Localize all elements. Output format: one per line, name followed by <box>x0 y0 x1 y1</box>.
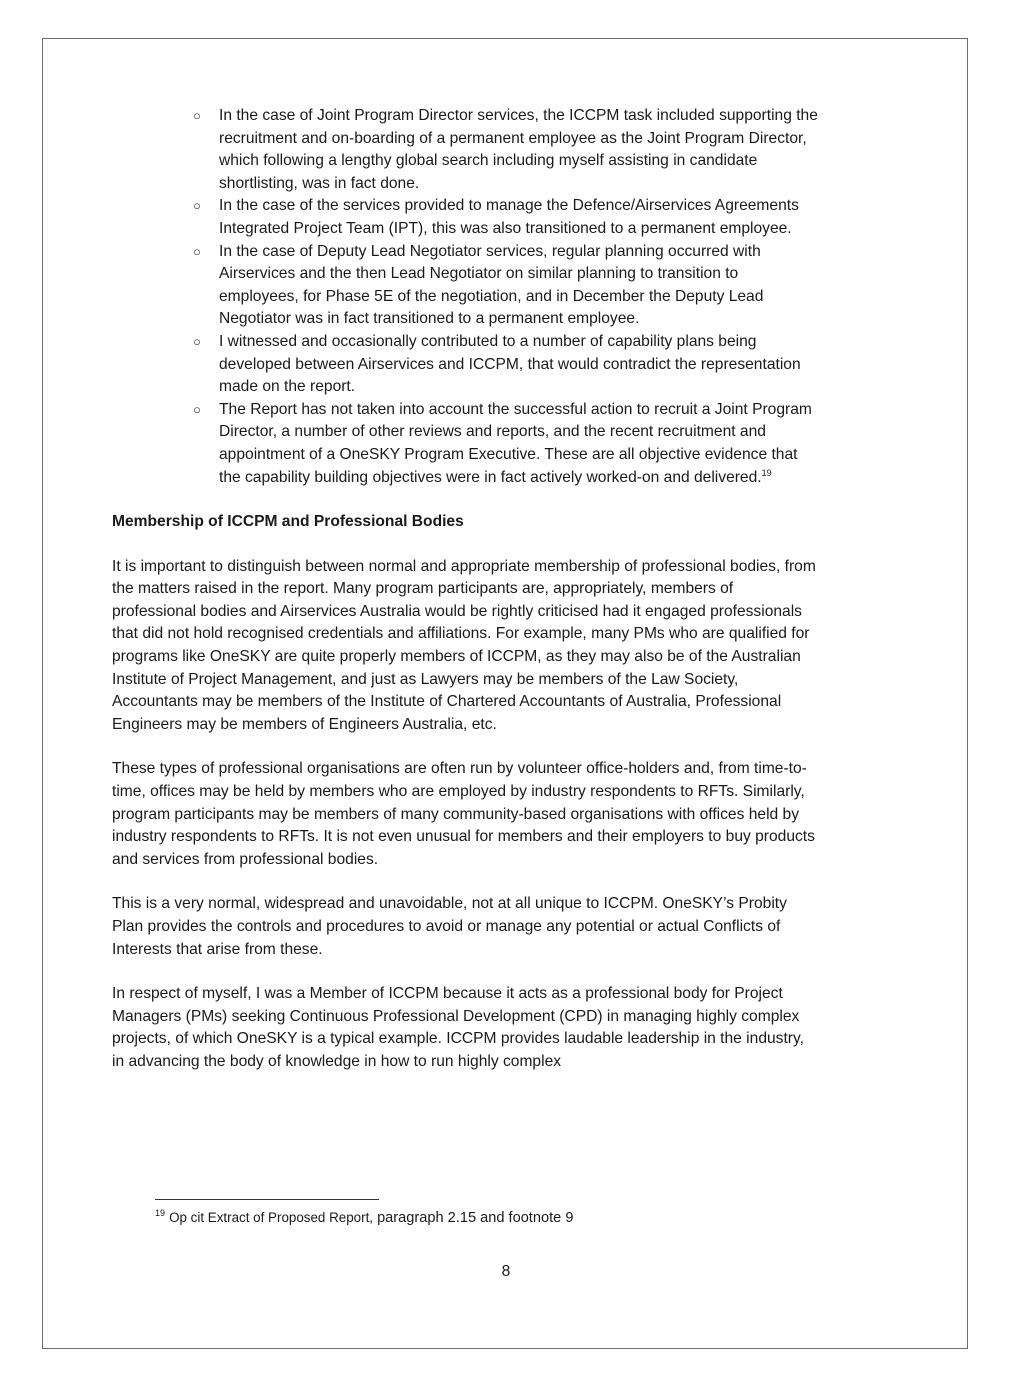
hollow-circle-bullet-icon: ○ <box>193 401 201 417</box>
footnote <box>155 1208 855 1228</box>
list-item <box>193 241 818 331</box>
body-paragraph: In respect of myself, I was a Member of ICCPM because it acts as a professional body for Project Managers (PMs) seeking Continuous Professional Development (CPD) in managing highly complex projects, of which OneSKY is a typical example. ICCPM provides laudable leadership in the industry, in advancing the body of knowledge in how to run highly complex <box>112 985 804 1070</box>
document-body <box>112 105 818 1074</box>
list-item <box>193 331 818 399</box>
bullet-text: In the case of the services provided to manage the Defence/Airservices Agreements Integrated Project Team (IPT), this was also transitioned to a permanent employee. <box>219 197 799 237</box>
bullet-text: The Report has not taken into account the successful action to recruit a Joint Program Director, a number of other reviews and reports, and the recent recruitment and appointment of a OneSKY Program Executive. These are all objective evidence that the capability building objectives were in fact actively worked-on and delivered. <box>219 400 812 486</box>
list-item <box>193 105 818 195</box>
body-paragraph: This is a very normal, widespread and unavoidable, not at all unique to ICCPM. OneSKY’s Probity Plan provides the controls and procedures to avoid or manage any potential or actual Conflicts of Interests that arise from these. <box>112 895 787 958</box>
bullet-text: In the case of Joint Program Director services, the ICCPM task included supporting the recruitment and on-boarding of a permanent employee as the Joint Program Director, which following a lengthy global search including myself assisting in candidate shortlisting, was in fact done. <box>219 107 818 192</box>
body-paragraph: It is important to distinguish between normal and appropriate membership of professional bodies, from the matters raised in the report. Many program participants are, appropriately, members of professional bodies and Airservices Australia would be rightly criticised had it engaged professionals that did not hold recognised credentials and affiliations. For example, many PMs who are qualified for programs like OneSKY are quite properly members of ICCPM, as they may also be of the Australian Institute of Project Management, and just as Lawyers may be members of the Law Society, Accountants may be members of the Institute of Chartered Accountants of Australia, Professional Engineers may be members of Engineers Australia, etc. <box>112 557 816 733</box>
hollow-circle-bullet-icon: ○ <box>193 243 201 259</box>
bullet-list <box>112 105 818 489</box>
hollow-circle-bullet-icon: ○ <box>193 198 201 214</box>
footnote-text-prefix: Op cit Extract of Proposed Report, <box>169 1210 374 1225</box>
bullet-text: In the case of Deputy Lead Negotiator services, regular planning occurred with Airservices and the then Lead Negotiator on similar planning to transition to employees, for Phase 5E of the negotiation, and in December the Deputy Lead Negotiator was in fact transitioned to a permanent employee. <box>219 242 764 328</box>
list-item <box>193 195 818 240</box>
footnote-reference: 19 <box>761 467 772 478</box>
section-heading: Membership of ICCPM and Professional Bodies <box>112 513 464 531</box>
footnote-text-suffix: paragraph 2.15 and footnote 9 <box>373 1210 574 1226</box>
bullet-text: I witnessed and occasionally contributed to a number of capability plans being developed between Airservices and ICCPM, that would contradict the representation made on the report. <box>219 332 801 396</box>
hollow-circle-bullet-icon: ○ <box>193 108 201 123</box>
hollow-circle-bullet-icon: ○ <box>193 333 201 349</box>
footnote-number: 19 <box>155 1208 166 1218</box>
footnote-separator <box>155 1199 379 1200</box>
body-paragraph: These types of professional organisations are often run by volunteer office-holders and, from time-to-time, offices may be held by members who are employed by industry respondents to RFTs. Similarly, program participants may be members of many community-based organisations with offices held by industry respondents to RFTs. It is not even unusual for members and their employers to buy products and services from professional bodies. <box>112 760 815 868</box>
list-item <box>193 399 818 489</box>
page-number: 8 <box>501 1263 511 1280</box>
